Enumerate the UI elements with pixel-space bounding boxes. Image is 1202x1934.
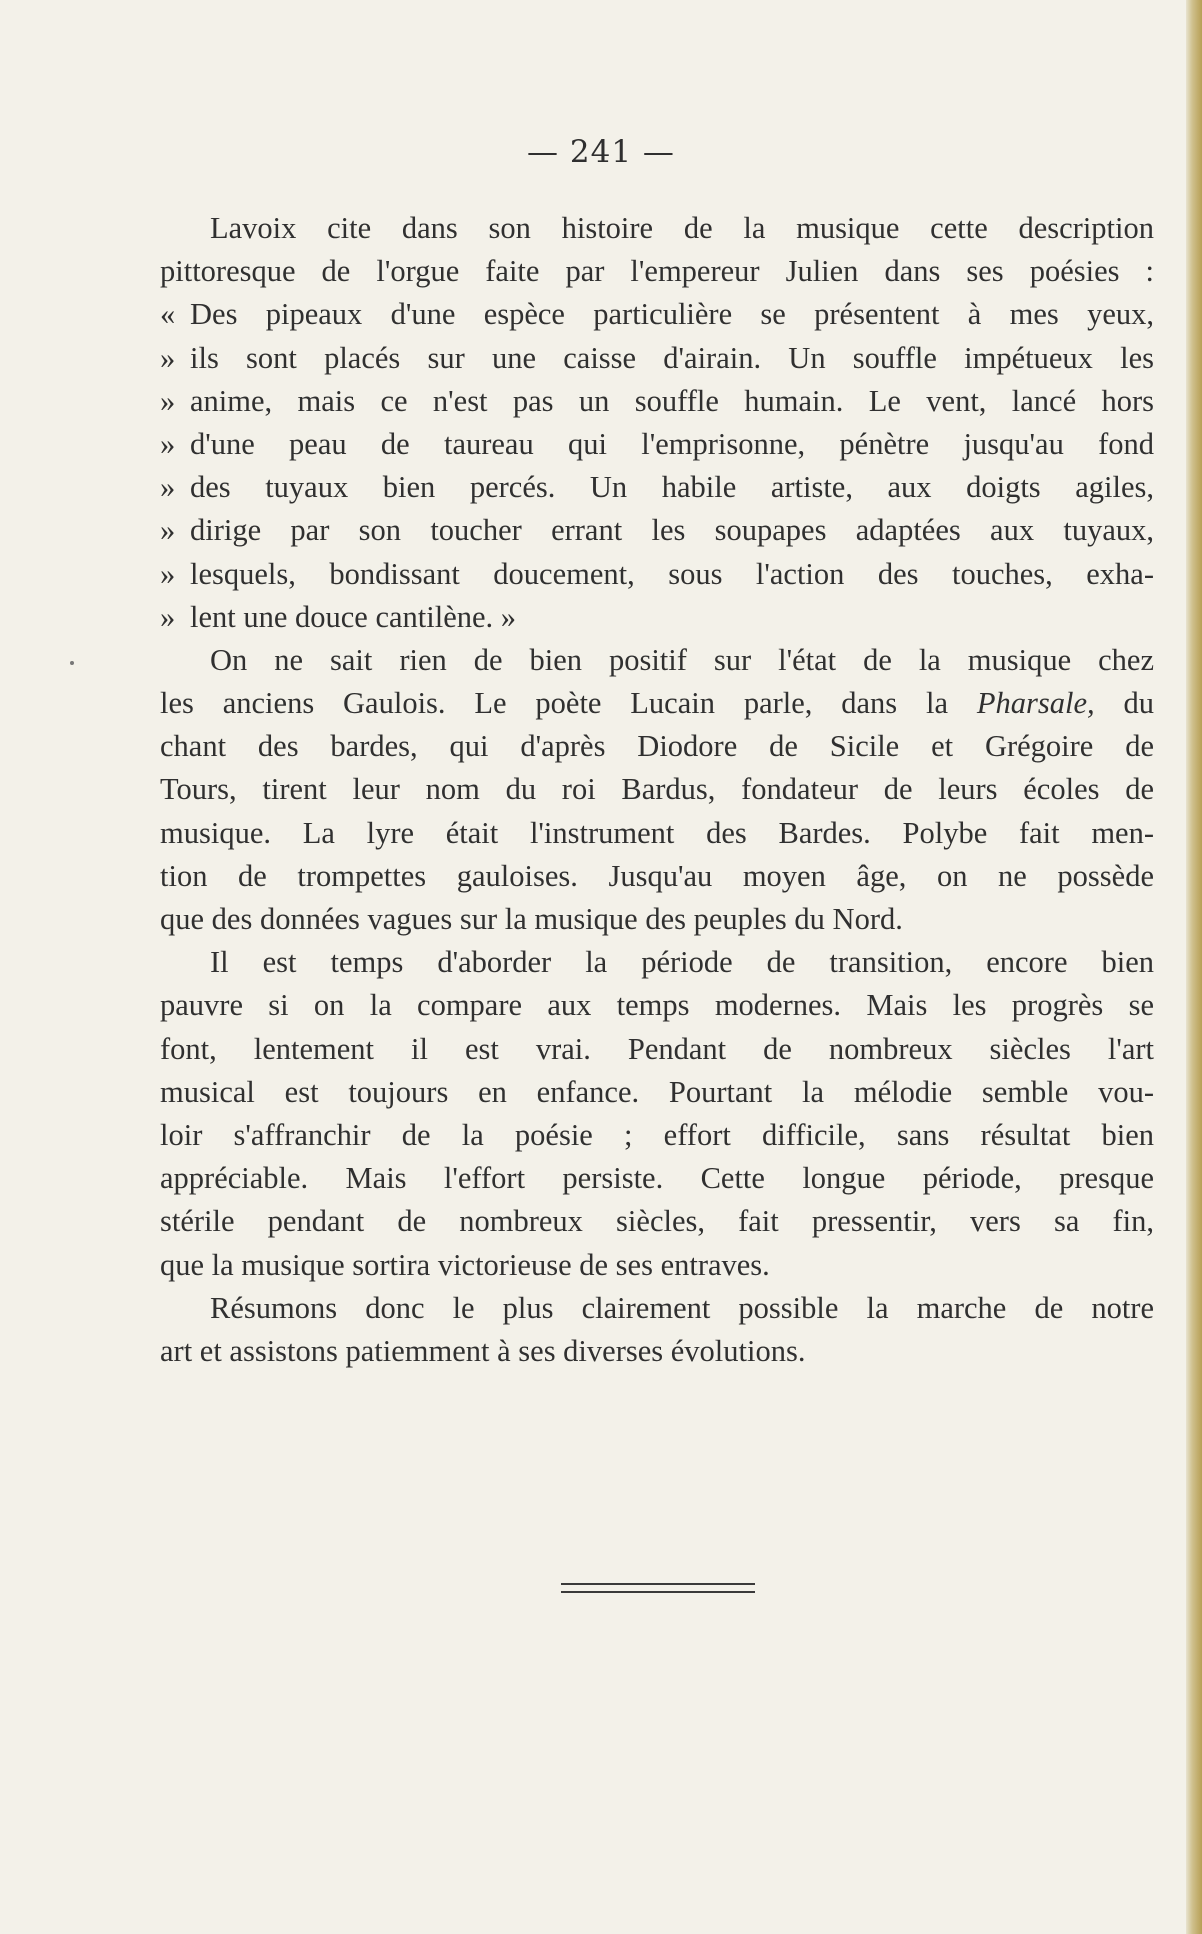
quote-mark: » <box>160 426 176 461</box>
text-line: appréciable. Mais l'effort persiste. Cette longue période, presque <box>160 1161 1154 1196</box>
quote-line <box>160 293 1154 336</box>
page-edge-shadow <box>1186 0 1202 1934</box>
quote-line <box>160 423 1154 466</box>
quote-text: anime, mais ce n'est pas un souffle humain. Le vent, lancé hors <box>190 383 1154 418</box>
quote-text: d'une peau de taureau qui l'emprisonne, pénètre jusqu'au fond <box>190 426 1154 461</box>
end-rule-bottom <box>561 1591 755 1593</box>
quote-line <box>160 466 1154 509</box>
quote-line <box>160 337 1154 380</box>
quote-mark: » <box>160 340 176 375</box>
text-line: font, lentement il est vrai. Pendant de nombreux siècles l'art <box>160 1031 1154 1066</box>
quote-mark: » <box>160 383 176 418</box>
text-line: On ne sait rien de bien positif sur l'état de la musique chez <box>210 642 1154 677</box>
text-line: pauvre si on la compare aux temps modernes. Mais les progrès se <box>160 988 1154 1023</box>
quote-mark: » <box>160 556 176 591</box>
quote-line <box>160 596 1154 639</box>
quote-line <box>160 553 1154 596</box>
quote-text: dirige par son toucher errant les soupapes adaptées aux tuyaux, <box>190 513 1154 548</box>
text-line: stérile pendant de nombreux siècles, fait pressentir, vers sa fin, <box>160 1204 1154 1239</box>
text-line: que des données vagues sur la musique des peuples du Nord. <box>160 902 903 936</box>
text-line-with-title <box>160 682 1154 725</box>
text-line: musical est toujours en enfance. Pourtant la mélodie semble vou- <box>160 1074 1154 1109</box>
quote-text: des tuyaux bien percés. Un habile artiste, aux doigts agiles, <box>190 470 1154 505</box>
margin-speck <box>70 661 74 665</box>
text-line: que la musique sortira victorieuse de ses entraves. <box>160 1247 770 1282</box>
quote-line <box>160 509 1154 552</box>
quote-mark: » <box>160 470 176 505</box>
quote-line <box>160 380 1154 423</box>
text-line: chant des bardes, qui d'après Diodore de Sicile et Grégoire de <box>160 729 1154 764</box>
text-line: loir s'affranchir de la poésie ; effort difficile, sans résultat bien <box>160 1117 1154 1152</box>
end-rule-top <box>561 1583 755 1585</box>
text-fragment: les anciens Gaulois. Le poète Lucain parle, dans la <box>160 686 977 721</box>
quote-text: ils sont placés sur une caisse d'airain. Un souffle impétueux les <box>190 340 1154 375</box>
body-text <box>160 207 1154 1373</box>
work-title: Pharsale, <box>976 686 1095 721</box>
text-line: Lavoix cite dans son histoire de la musique cette description <box>210 211 1154 245</box>
quote-text: lent une douce cantilène. » <box>190 599 517 634</box>
text-line: Il est temps d'aborder la période de transition, encore bien <box>210 945 1154 980</box>
quote-mark: » <box>160 599 176 634</box>
text-line: art et assistons patiemment à ses diverses évolutions. <box>160 1333 806 1368</box>
quote-mark: « <box>160 297 176 332</box>
text-line: tion de trompettes gauloises. Jusqu'au moyen âge, on ne possède <box>160 858 1154 893</box>
quote-text: lesquels, bondissant doucement, sous l'action des touches, exha- <box>190 556 1154 591</box>
quote-text: Des pipeaux d'une espèce particulière se présentent à mes yeux, <box>190 297 1154 332</box>
text-fragment: du <box>1094 686 1154 721</box>
page-number: — 241 — <box>527 134 675 170</box>
quote-mark: » <box>160 513 176 548</box>
text-line: pittoresque de l'orgue faite par l'empereur Julien dans ses poésies : <box>160 254 1154 289</box>
text-line: Résumons donc le plus clairement possible la marche de notre <box>210 1290 1154 1325</box>
text-line: Tours, tirent leur nom du roi Bardus, fondateur de leurs écoles de <box>160 772 1154 807</box>
text-line: musique. La lyre était l'instrument des Bardes. Polybe fait men- <box>160 815 1154 850</box>
